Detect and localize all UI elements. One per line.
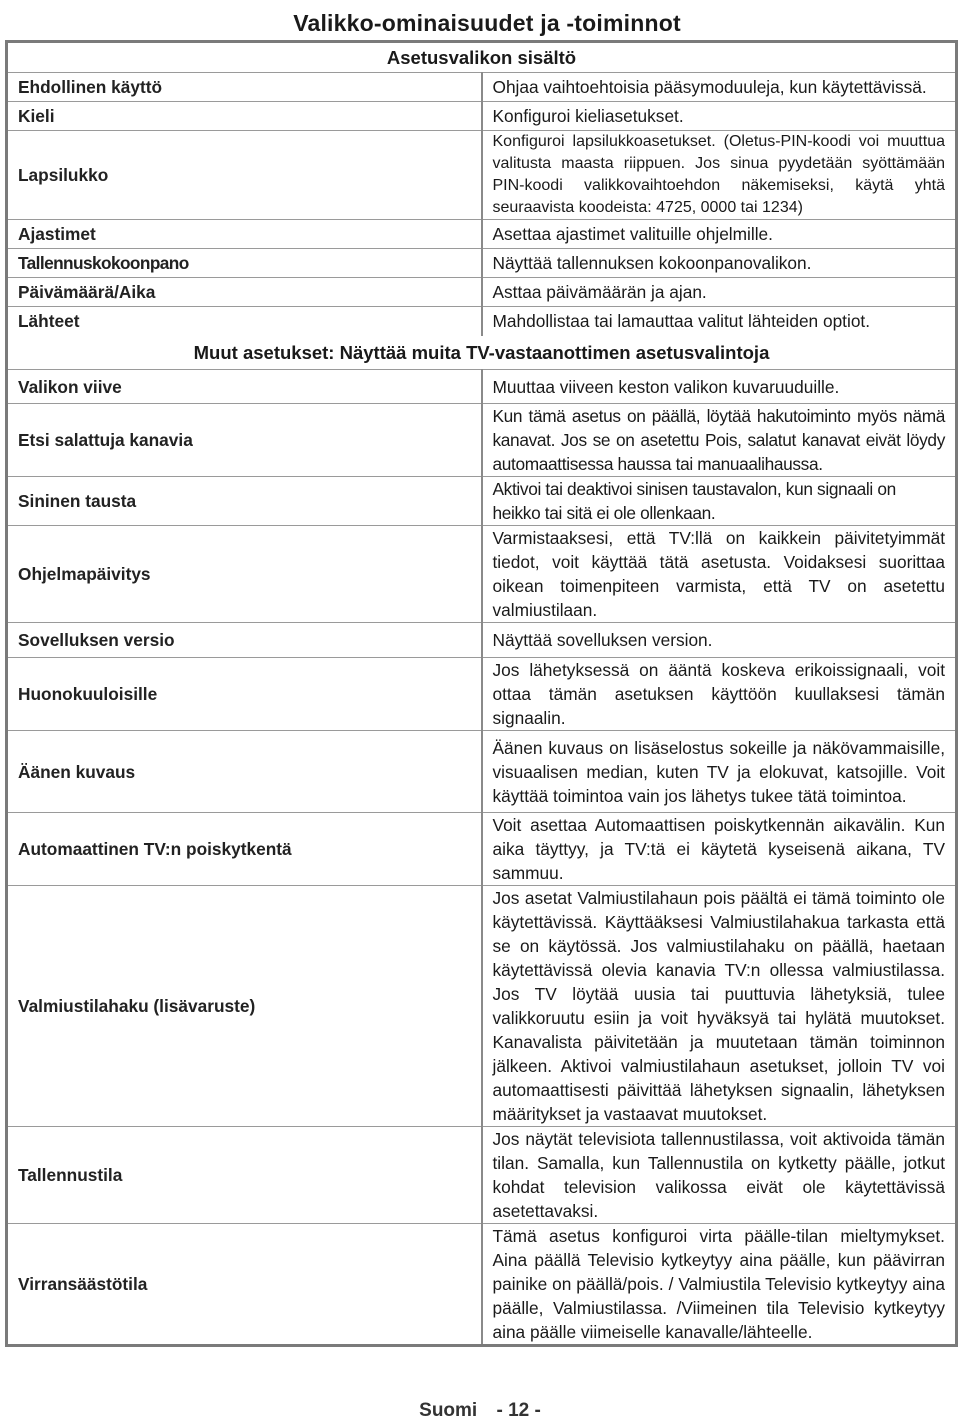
row-label: Lapsilukko [7, 131, 482, 220]
row-label: Sovelluksen versio [7, 623, 482, 658]
row-label: Huonokuuloisille [7, 658, 482, 731]
row-label: Ohjelmapäivitys [7, 526, 482, 623]
row-desc: Asttaa päivämäärän ja ajan. [482, 278, 957, 307]
row-desc: Näyttää sovelluksen version. [482, 623, 957, 658]
row-label: Tallennuskokoonpano [7, 249, 482, 278]
row-label: Ehdollinen käyttö [7, 73, 482, 102]
row-desc: Konfiguroi lapsilukkoasetukset. (Oletus-PIN-koodi voi muuttua valitusta maasta riippuen. Jos sinua pyydetään syöttämään PIN-koodi valikkovaihtoehdon näkemiseksi, käytä yhtä seuraavista koodeista: 4725, 0000 tai 1234) [482, 131, 957, 220]
page-footer [0, 1400, 960, 1422]
row-label: Valmiustilahaku (lisävaruste) [7, 886, 482, 1127]
row-desc: Aktivoi tai deaktivoi sinisen taustavalon, kun signaali on heikko tai sitä ei ole ollenkaan. [482, 477, 957, 526]
row-desc: Voit asettaa Automaattisen poiskytkennän aikavälin. Kun aika täyttyy, ja TV:tä ei käytetä kyseisenä aikana, TV sammuu. [482, 813, 957, 886]
row-label: Automaattinen TV:n poiskytkentä [7, 813, 482, 886]
row-label: Valikon viive [7, 370, 482, 404]
row-label: Sininen tausta [7, 477, 482, 526]
row-desc: Mahdollistaa tai lamauttaa valitut lähteiden optiot. [482, 307, 957, 336]
row-label: Kieli [7, 102, 482, 131]
row-desc: Äänen kuvaus on lisäselostus sokeille ja näkövammaisille, visuaalisen median, kuten TV ja elokuvat, katsojille. Voit käyttää toimintoa vain jos lähetys tukee tätä toimintoa. [482, 731, 957, 813]
section-header-other: Muut asetukset: Näyttää muita TV-vastaanottimen asetusvalintoja [193, 341, 770, 363]
row-desc: Jos lähetyksessä on ääntä koskeva erikoissignaali, voit ottaa tämän asetuksen käyttöön kuullaksesi tämän signaalin. [482, 658, 957, 731]
settings-table [5, 40, 958, 1347]
row-desc: Konfiguroi kieliasetukset. [482, 102, 957, 131]
row-label: Virransäästötila [7, 1224, 482, 1346]
row-desc: Muuttaa viiveen keston valikon kuvaruuduille. [482, 370, 957, 404]
row-label: Etsi salattuja kanavia [7, 404, 482, 477]
footer-language: Suomi [419, 1400, 478, 1421]
row-label: Tallennustila [7, 1127, 482, 1224]
row-desc: Jos asetat Valmiustilahaun pois päältä ei tämä toiminto ole käytettävissä. Käyttääksesi Valmiustilahakua tarkasta että se on käytössä. Jos valmiustilahaku on päällä, haetaan käytettävissä olevia kanavia TV:n ollessa valmiustilassa. Jos TV löytää uusia tai puuttuvia lähetyksiä, tulee valikkoruutu esiin ja voit hyväksyä tai hylätä muutokset. Kanavalista päivitetään ja muutetaan tämän toiminnon jälkeen. Aktivoi valmiustilahaun asetukset, jolloin TV voi automaattisesti päivittää lähetyksen signaalin, lähetyksen määritykset ja vastaavat muutokset. [482, 886, 957, 1127]
row-desc: Asettaa ajastimet valituille ohjelmille. [482, 220, 957, 249]
row-label: Ajastimet [7, 220, 482, 249]
row-desc: Näyttää tallennuksen kokoonpanovalikon. [482, 249, 957, 278]
row-label: Lähteet [7, 307, 482, 336]
row-desc: Varmistaaksesi, että TV:llä on kaikkein päivitetyimmät tiedot, voit käyttää tätä asetusta. Voidaksesi suorittaa oikean toimenpiteen varmista, että TV on asetettu valmiustilaan. [482, 526, 957, 623]
page-number: - 12 - [496, 1400, 541, 1421]
row-label: Päivämäärä/Aika [7, 278, 482, 307]
page-title: Valikko-ominaisuudet ja -toiminnot [293, 10, 681, 36]
section-header-setup: Asetusvalikon sisältö [386, 47, 577, 68]
row-desc: Tämä asetus konfiguroi virta päälle-tilan mieltymykset. Aina päällä Televisio kytkeytyy aina päälle, kun päävirran painike on päällä/pois. / Valmiustila Televisio kytkeytyy aina päälle, Valmiustilassa. /Viimeinen tila Televisio kytkeytyy aina päälle viimeiselle kanavalle/lähteelle. [482, 1224, 957, 1346]
row-desc: Jos näytät televisiota tallennustilassa, voit aktivoida tämän tilan. Samalla, kun Tallennustila on kytketty päälle, jotkut kohdat television valikossa eivät ole käytettävissä asetettavaksi. [482, 1127, 957, 1224]
row-desc: Ohjaa vaihtoehtoisia pääsymoduuleja, kun käytettävissä. [482, 73, 957, 102]
row-desc: Kun tämä asetus on päällä, löytää hakutoiminto myös nämä kanavat. Jos se on asetettu Pois, salatut kanavat eivät löydy automaattisessa haussa tai manuaalihaussa. [482, 404, 957, 477]
row-label: Äänen kuvaus [7, 731, 482, 813]
